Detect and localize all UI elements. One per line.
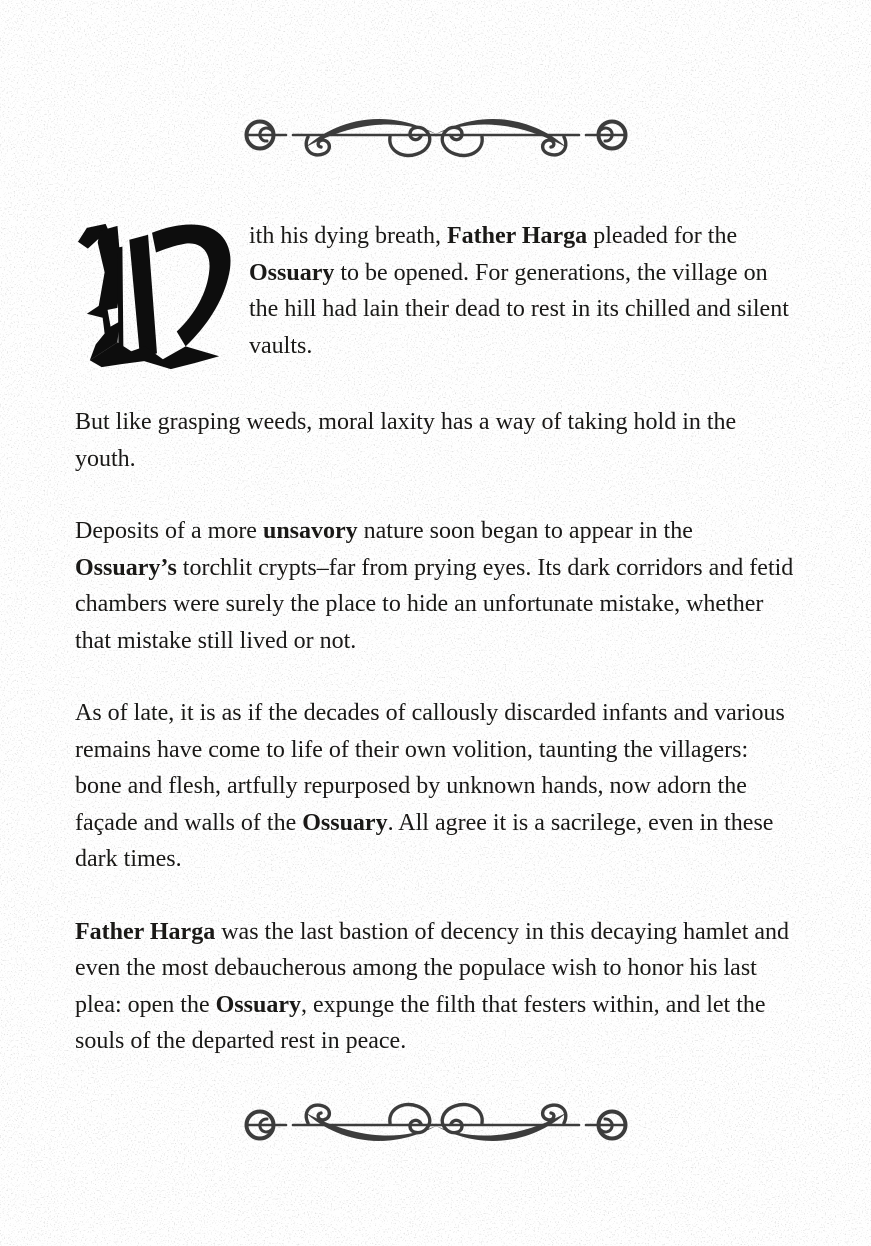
paragraph: [75, 914, 796, 1060]
paragraph: [75, 695, 796, 878]
body-text: Deposits of a more: [75, 518, 263, 544]
emphasis-text: unsavory: [262, 518, 358, 544]
flourish-divider-top: [240, 106, 632, 164]
emphasis-text: Ossuary: [249, 259, 335, 286]
emphasis-text: Ossuary: [215, 991, 301, 1018]
emphasis-text: Father Harga: [75, 918, 216, 945]
body-text: But like grasping weeds, moral laxity has a way of taking hold in the youth.: [75, 409, 737, 472]
top-ornament-row: [75, 106, 796, 164]
body-text: , expunge the filth that festers within, and let the souls of the departed rest in peace.: [75, 991, 766, 1054]
bottom-ornament-row: [75, 1096, 796, 1154]
body-text: torchlit crypts–far from prying eyes. Its dark corridors and fetid chambers were surely the place to hide an unfortunate mistake, whether that mistake still lived or not.: [75, 554, 794, 654]
paragraph: [75, 404, 796, 477]
opening-paragraph: [249, 218, 796, 364]
body-text: nature soon began to appear in the: [357, 518, 693, 544]
paragraph: [75, 513, 796, 659]
emphasis-text: Father Harga: [446, 223, 588, 249]
body-text: ith his dying breath,: [249, 223, 447, 249]
body-text: As of late, it is as if the decades of callously discarded infants and various remains have come to life of their own volition, taunting the villagers: bone and flesh, artfully repurposed by unknown hands, now adorn the façade and walls of the: [75, 700, 785, 836]
body-text: pleaded for the: [587, 223, 738, 249]
story: [75, 404, 796, 1060]
emphasis-text: Ossuary’s: [75, 554, 177, 581]
flourish-divider-bottom: [240, 1096, 632, 1154]
dropcap-letter-w: [75, 222, 233, 370]
body-text: to be opened. For generations, the village on the hill had lain their dead to rest in its chilled and silent vaults.: [249, 259, 789, 359]
body-text: was the last bastion of decency in this decaying hamlet and even the most debaucherous among the populace wish to honor his last plea: open the: [75, 918, 790, 1018]
emphasis-text: Ossuary: [302, 809, 388, 836]
opening-row: [75, 218, 796, 370]
body-text: . All agree it is a sacrilege, even in these dark times.: [75, 809, 774, 872]
